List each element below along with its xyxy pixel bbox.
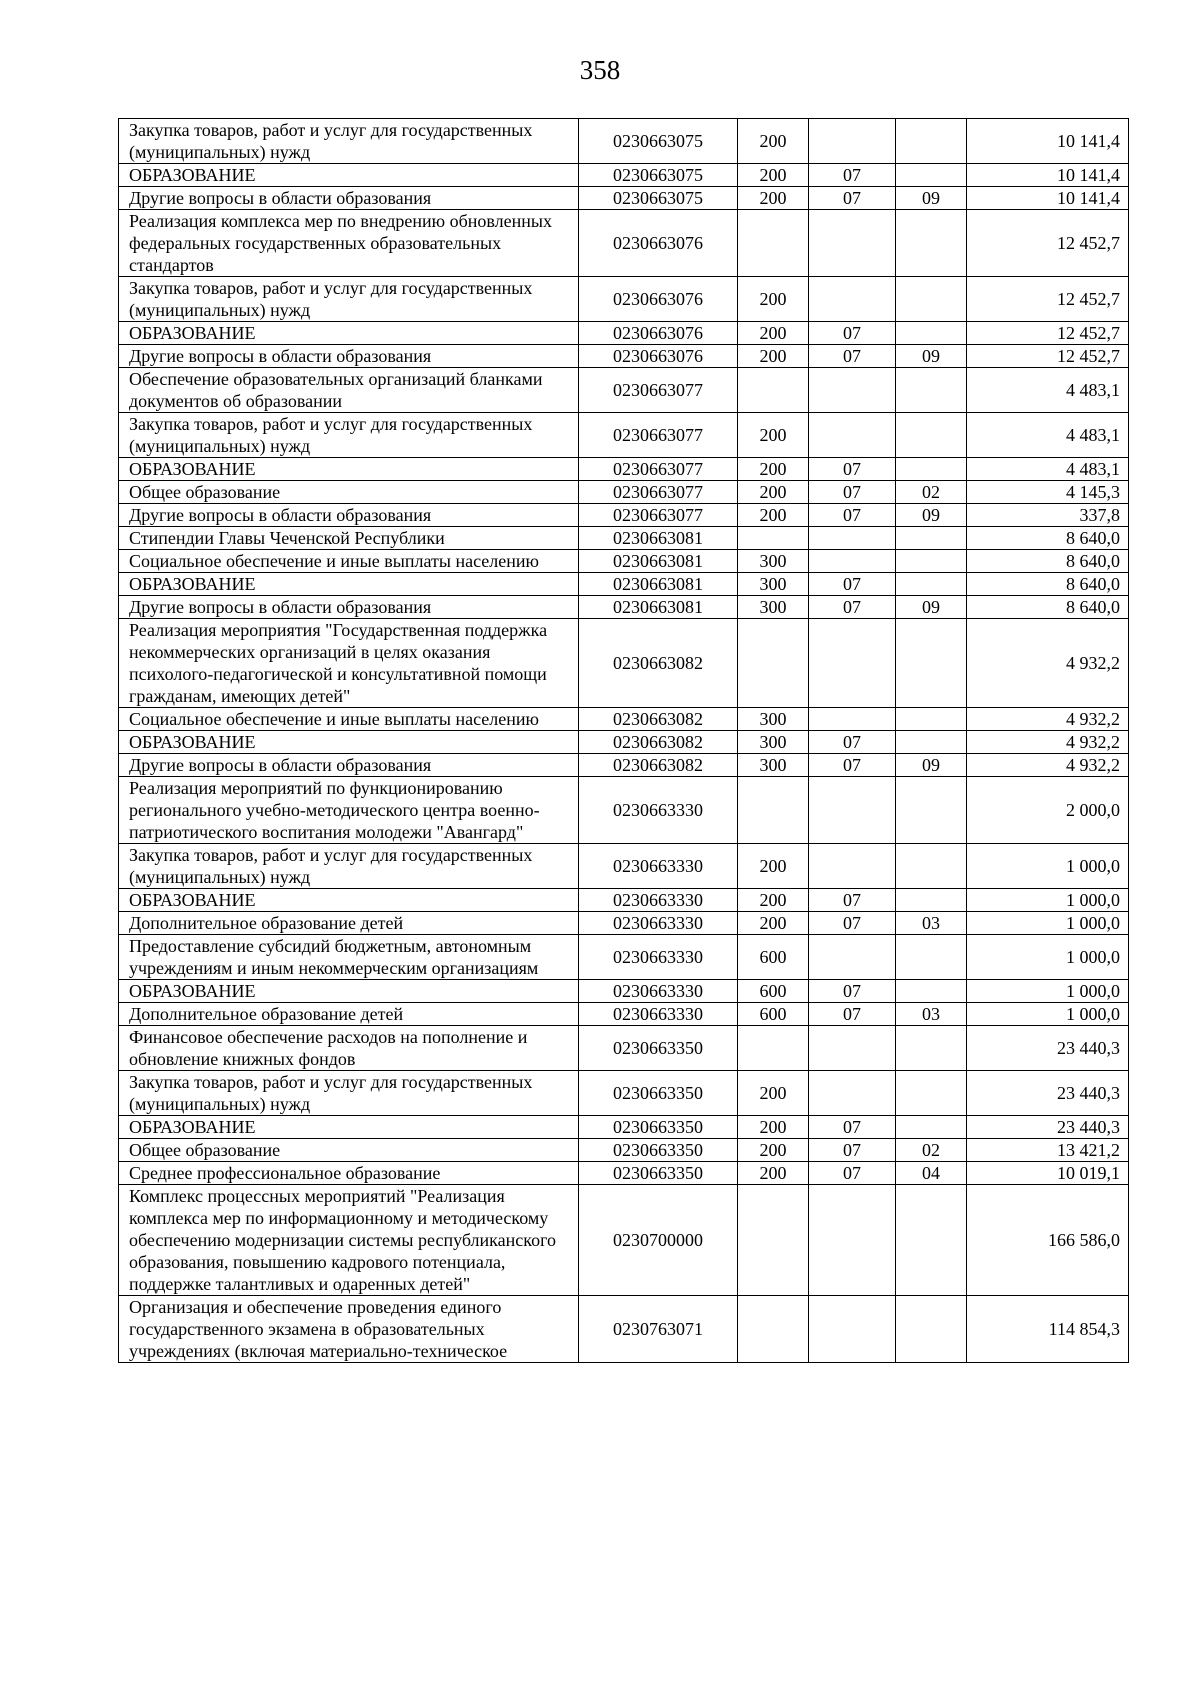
row-type-cell: 300 <box>738 731 809 754</box>
row-section-cell: 07 <box>809 889 896 912</box>
row-subsection-cell <box>896 935 967 980</box>
row-name-cell: ОБРАЗОВАНИЕ <box>119 980 579 1003</box>
row-section-cell <box>809 368 896 413</box>
row-type-cell <box>738 1296 809 1363</box>
row-code-cell: 0230763071 <box>579 1296 738 1363</box>
row-amount-cell: 23 440,3 <box>967 1116 1129 1139</box>
row-name-cell: ОБРАЗОВАНИЕ <box>119 322 579 345</box>
row-code-cell: 0230663330 <box>579 889 738 912</box>
row-type-cell: 300 <box>738 596 809 619</box>
row-amount-cell: 337,8 <box>967 504 1129 527</box>
row-type-cell: 200 <box>738 1162 809 1185</box>
row-amount-cell: 4 932,2 <box>967 619 1129 708</box>
row-subsection-cell: 03 <box>896 912 967 935</box>
row-amount-cell: 4 483,1 <box>967 413 1129 458</box>
row-subsection-cell <box>896 527 967 550</box>
row-subsection-cell <box>896 1185 967 1296</box>
row-name-cell: Другие вопросы в области образования <box>119 754 579 777</box>
row-type-cell: 200 <box>738 504 809 527</box>
row-type-cell: 300 <box>738 550 809 573</box>
row-section-cell: 07 <box>809 980 896 1003</box>
row-section-cell <box>809 619 896 708</box>
row-name-cell: Финансовое обеспечение расходов на пополнение и обновление книжных фондов <box>119 1026 579 1071</box>
row-type-cell <box>738 777 809 844</box>
row-code-cell: 0230663330 <box>579 912 738 935</box>
row-amount-cell: 114 854,3 <box>967 1296 1129 1363</box>
row-code-cell: 0230663350 <box>579 1139 738 1162</box>
row-name-cell: Дополнительное образование детей <box>119 912 579 935</box>
row-code-cell: 0230663350 <box>579 1116 738 1139</box>
row-name-cell: Общее образование <box>119 481 579 504</box>
row-code-cell: 0230663077 <box>579 413 738 458</box>
table-row <box>119 550 1129 573</box>
row-subsection-cell <box>896 844 967 889</box>
row-section-cell: 07 <box>809 912 896 935</box>
row-subsection-cell <box>896 277 967 322</box>
row-amount-cell: 8 640,0 <box>967 550 1129 573</box>
row-amount-cell: 10 141,4 <box>967 164 1129 187</box>
row-type-cell: 300 <box>738 573 809 596</box>
row-type-cell: 200 <box>738 322 809 345</box>
row-amount-cell: 12 452,7 <box>967 345 1129 368</box>
row-amount-cell: 23 440,3 <box>967 1071 1129 1116</box>
row-amount-cell: 12 452,7 <box>967 277 1129 322</box>
row-section-cell: 07 <box>809 187 896 210</box>
table-row <box>119 777 1129 844</box>
row-section-cell <box>809 1185 896 1296</box>
row-section-cell: 07 <box>809 1162 896 1185</box>
row-type-cell: 200 <box>738 481 809 504</box>
row-name-cell: Дополнительное образование детей <box>119 1003 579 1026</box>
row-name-cell: Общее образование <box>119 1139 579 1162</box>
row-code-cell: 0230663330 <box>579 844 738 889</box>
row-subsection-cell <box>896 1071 967 1116</box>
row-amount-cell: 10 141,4 <box>967 119 1129 164</box>
row-amount-cell: 2 000,0 <box>967 777 1129 844</box>
row-subsection-cell <box>896 1116 967 1139</box>
row-type-cell: 200 <box>738 458 809 481</box>
row-section-cell: 07 <box>809 322 896 345</box>
table-row <box>119 164 1129 187</box>
table-row <box>119 413 1129 458</box>
row-type-cell: 200 <box>738 1071 809 1116</box>
row-type-cell: 200 <box>738 889 809 912</box>
table-row <box>119 504 1129 527</box>
row-code-cell: 0230663075 <box>579 187 738 210</box>
row-code-cell: 0230663075 <box>579 164 738 187</box>
row-section-cell <box>809 1026 896 1071</box>
table-row <box>119 1003 1129 1026</box>
row-amount-cell: 8 640,0 <box>967 596 1129 619</box>
row-section-cell <box>809 1071 896 1116</box>
row-type-cell: 600 <box>738 935 809 980</box>
row-subsection-cell <box>896 731 967 754</box>
row-name-cell: Предоставление субсидий бюджетным, автономным учреждениям и иным некоммерческим организациям <box>119 935 579 980</box>
row-name-cell: Реализация мероприятий по функционированию регионального учебно-методического центра военно-патриотического воспитания молодежи "Авангард" <box>119 777 579 844</box>
row-section-cell <box>809 119 896 164</box>
row-section-cell: 07 <box>809 164 896 187</box>
row-name-cell: ОБРАЗОВАНИЕ <box>119 164 579 187</box>
row-name-cell: Закупка товаров, работ и услуг для государственных (муниципальных) нужд <box>119 1071 579 1116</box>
row-subsection-cell <box>896 210 967 277</box>
table-row <box>119 458 1129 481</box>
row-name-cell: Обеспечение образовательных организаций бланками документов об образовании <box>119 368 579 413</box>
row-name-cell: Реализация мероприятия "Государственная поддержка некоммерческих организаций в целях оказания психолого-педагогической и консультативной помощи гражданам, имеющих детей" <box>119 619 579 708</box>
row-subsection-cell: 09 <box>896 345 967 368</box>
row-name-cell: Закупка товаров, работ и услуг для государственных (муниципальных) нужд <box>119 119 579 164</box>
row-amount-cell: 4 483,1 <box>967 368 1129 413</box>
row-code-cell: 0230663077 <box>579 458 738 481</box>
row-code-cell: 0230663350 <box>579 1026 738 1071</box>
row-code-cell: 0230663330 <box>579 1003 738 1026</box>
row-section-cell: 07 <box>809 731 896 754</box>
row-section-cell: 07 <box>809 596 896 619</box>
row-amount-cell: 4 483,1 <box>967 458 1129 481</box>
row-amount-cell: 4 145,3 <box>967 481 1129 504</box>
row-type-cell: 200 <box>738 187 809 210</box>
row-section-cell: 07 <box>809 504 896 527</box>
table-row <box>119 912 1129 935</box>
row-name-cell: Закупка товаров, работ и услуг для государственных (муниципальных) нужд <box>119 413 579 458</box>
row-subsection-cell <box>896 550 967 573</box>
row-name-cell: Другие вопросы в области образования <box>119 345 579 368</box>
table-row <box>119 210 1129 277</box>
row-type-cell <box>738 368 809 413</box>
table-row <box>119 573 1129 596</box>
row-name-cell: Реализация комплекса мер по внедрению обновленных федеральных государственных образовательных стандартов <box>119 210 579 277</box>
table-row <box>119 119 1129 164</box>
row-section-cell <box>809 935 896 980</box>
row-amount-cell: 1 000,0 <box>967 844 1129 889</box>
row-code-cell: 0230663076 <box>579 210 738 277</box>
row-code-cell: 0230663081 <box>579 596 738 619</box>
row-name-cell: ОБРАЗОВАНИЕ <box>119 731 579 754</box>
row-amount-cell: 10 141,4 <box>967 187 1129 210</box>
row-amount-cell: 4 932,2 <box>967 708 1129 731</box>
row-type-cell: 200 <box>738 912 809 935</box>
table-row <box>119 345 1129 368</box>
row-name-cell: ОБРАЗОВАНИЕ <box>119 573 579 596</box>
table-row <box>119 187 1129 210</box>
table-row <box>119 527 1129 550</box>
row-code-cell: 0230700000 <box>579 1185 738 1296</box>
row-section-cell: 07 <box>809 1116 896 1139</box>
row-subsection-cell <box>896 980 967 1003</box>
row-amount-cell: 23 440,3 <box>967 1026 1129 1071</box>
row-name-cell: ОБРАЗОВАНИЕ <box>119 1116 579 1139</box>
row-code-cell: 0230663077 <box>579 481 738 504</box>
row-code-cell: 0230663350 <box>579 1162 738 1185</box>
row-type-cell: 200 <box>738 345 809 368</box>
row-amount-cell: 1 000,0 <box>967 912 1129 935</box>
table-row <box>119 1139 1129 1162</box>
row-type-cell: 200 <box>738 1116 809 1139</box>
row-subsection-cell <box>896 413 967 458</box>
row-subsection-cell: 03 <box>896 1003 967 1026</box>
row-amount-cell: 12 452,7 <box>967 322 1129 345</box>
table-row <box>119 844 1129 889</box>
row-amount-cell: 1 000,0 <box>967 1003 1129 1026</box>
row-section-cell: 07 <box>809 345 896 368</box>
row-code-cell: 0230663075 <box>579 119 738 164</box>
row-name-cell: Стипендии Главы Чеченской Республики <box>119 527 579 550</box>
table-row <box>119 754 1129 777</box>
row-code-cell: 0230663076 <box>579 322 738 345</box>
row-amount-cell: 13 421,2 <box>967 1139 1129 1162</box>
row-type-cell: 600 <box>738 1003 809 1026</box>
row-code-cell: 0230663350 <box>579 1071 738 1116</box>
row-subsection-cell <box>896 573 967 596</box>
row-subsection-cell <box>896 368 967 413</box>
row-code-cell: 0230663082 <box>579 708 738 731</box>
row-subsection-cell <box>896 708 967 731</box>
row-type-cell: 200 <box>738 1139 809 1162</box>
row-section-cell <box>809 527 896 550</box>
table-row <box>119 980 1129 1003</box>
row-name-cell: Другие вопросы в области образования <box>119 504 579 527</box>
table-row <box>119 1162 1129 1185</box>
row-amount-cell: 1 000,0 <box>967 935 1129 980</box>
row-subsection-cell: 09 <box>896 596 967 619</box>
row-type-cell <box>738 1185 809 1296</box>
row-name-cell: Закупка товаров, работ и услуг для государственных (муниципальных) нужд <box>119 844 579 889</box>
row-section-cell: 07 <box>809 481 896 504</box>
row-amount-cell: 1 000,0 <box>967 889 1129 912</box>
row-code-cell: 0230663082 <box>579 731 738 754</box>
table-row <box>119 1026 1129 1071</box>
row-amount-cell: 8 640,0 <box>967 527 1129 550</box>
row-section-cell: 07 <box>809 458 896 481</box>
table-row <box>119 731 1129 754</box>
row-type-cell <box>738 1026 809 1071</box>
row-subsection-cell <box>896 619 967 708</box>
table-row <box>119 708 1129 731</box>
row-type-cell: 300 <box>738 754 809 777</box>
row-code-cell: 0230663082 <box>579 754 738 777</box>
row-amount-cell: 4 932,2 <box>967 754 1129 777</box>
row-section-cell <box>809 708 896 731</box>
table-row <box>119 1185 1129 1296</box>
row-name-cell: Закупка товаров, работ и услуг для государственных (муниципальных) нужд <box>119 277 579 322</box>
row-section-cell: 07 <box>809 754 896 777</box>
row-amount-cell: 166 586,0 <box>967 1185 1129 1296</box>
row-amount-cell: 10 019,1 <box>967 1162 1129 1185</box>
row-section-cell <box>809 277 896 322</box>
row-subsection-cell <box>896 1026 967 1071</box>
table-row <box>119 619 1129 708</box>
row-section-cell: 07 <box>809 1003 896 1026</box>
row-section-cell <box>809 550 896 573</box>
row-subsection-cell: 09 <box>896 754 967 777</box>
row-name-cell: ОБРАЗОВАНИЕ <box>119 889 579 912</box>
row-code-cell: 0230663076 <box>579 277 738 322</box>
row-subsection-cell: 02 <box>896 1139 967 1162</box>
row-subsection-cell <box>896 458 967 481</box>
row-code-cell: 0230663081 <box>579 527 738 550</box>
page-number: 358 <box>579 55 621 85</box>
row-name-cell: Другие вопросы в области образования <box>119 596 579 619</box>
row-subsection-cell <box>896 164 967 187</box>
table-row <box>119 481 1129 504</box>
row-subsection-cell: 02 <box>896 481 967 504</box>
row-subsection-cell: 09 <box>896 187 967 210</box>
row-name-cell: Социальное обеспечение и иные выплаты населению <box>119 550 579 573</box>
row-subsection-cell <box>896 1296 967 1363</box>
row-code-cell: 0230663081 <box>579 550 738 573</box>
row-amount-cell: 8 640,0 <box>967 573 1129 596</box>
row-subsection-cell <box>896 119 967 164</box>
row-subsection-cell: 09 <box>896 504 967 527</box>
row-amount-cell: 1 000,0 <box>967 980 1129 1003</box>
table-row <box>119 935 1129 980</box>
row-section-cell <box>809 413 896 458</box>
row-code-cell: 0230663330 <box>579 980 738 1003</box>
table-row <box>119 1071 1129 1116</box>
row-name-cell: Другие вопросы в области образования <box>119 187 579 210</box>
row-subsection-cell <box>896 322 967 345</box>
row-code-cell: 0230663077 <box>579 368 738 413</box>
row-section-cell <box>809 844 896 889</box>
row-type-cell: 200 <box>738 277 809 322</box>
row-name-cell: Комплекс процессных мероприятий "Реализация комплекса мер по информационному и методическому обеспечению модернизации системы республиканского образования, повышению кадрового потенциала, поддержке талантливых и одаренных детей" <box>119 1185 579 1296</box>
table-row <box>119 1116 1129 1139</box>
table-row <box>119 1296 1129 1363</box>
row-type-cell: 200 <box>738 164 809 187</box>
row-code-cell: 0230663082 <box>579 619 738 708</box>
row-code-cell: 0230663330 <box>579 777 738 844</box>
row-subsection-cell <box>896 889 967 912</box>
row-type-cell: 200 <box>738 413 809 458</box>
row-section-cell <box>809 1296 896 1363</box>
budget-table <box>118 118 1129 1363</box>
table-row <box>119 277 1129 322</box>
table-row <box>119 596 1129 619</box>
row-type-cell <box>738 527 809 550</box>
table-row <box>119 889 1129 912</box>
row-name-cell: Среднее профессиональное образование <box>119 1162 579 1185</box>
table-row <box>119 322 1129 345</box>
table-body <box>119 119 1129 1363</box>
row-subsection-cell: 04 <box>896 1162 967 1185</box>
row-type-cell <box>738 619 809 708</box>
row-type-cell: 200 <box>738 119 809 164</box>
row-subsection-cell <box>896 777 967 844</box>
row-type-cell: 600 <box>738 980 809 1003</box>
row-name-cell: Социальное обеспечение и иные выплаты населению <box>119 708 579 731</box>
row-amount-cell: 12 452,7 <box>967 210 1129 277</box>
row-name-cell: Организация и обеспечение проведения единого государственного экзамена в образовательных учреждениях (включая материально-техническое <box>119 1296 579 1363</box>
row-type-cell <box>738 210 809 277</box>
row-code-cell: 0230663081 <box>579 573 738 596</box>
row-type-cell: 300 <box>738 708 809 731</box>
row-name-cell: ОБРАЗОВАНИЕ <box>119 458 579 481</box>
row-section-cell: 07 <box>809 1139 896 1162</box>
row-type-cell: 200 <box>738 844 809 889</box>
row-code-cell: 0230663077 <box>579 504 738 527</box>
row-section-cell <box>809 777 896 844</box>
row-section-cell: 07 <box>809 573 896 596</box>
table-row <box>119 368 1129 413</box>
row-code-cell: 0230663330 <box>579 935 738 980</box>
row-section-cell <box>809 210 896 277</box>
row-code-cell: 0230663076 <box>579 345 738 368</box>
row-amount-cell: 4 932,2 <box>967 731 1129 754</box>
